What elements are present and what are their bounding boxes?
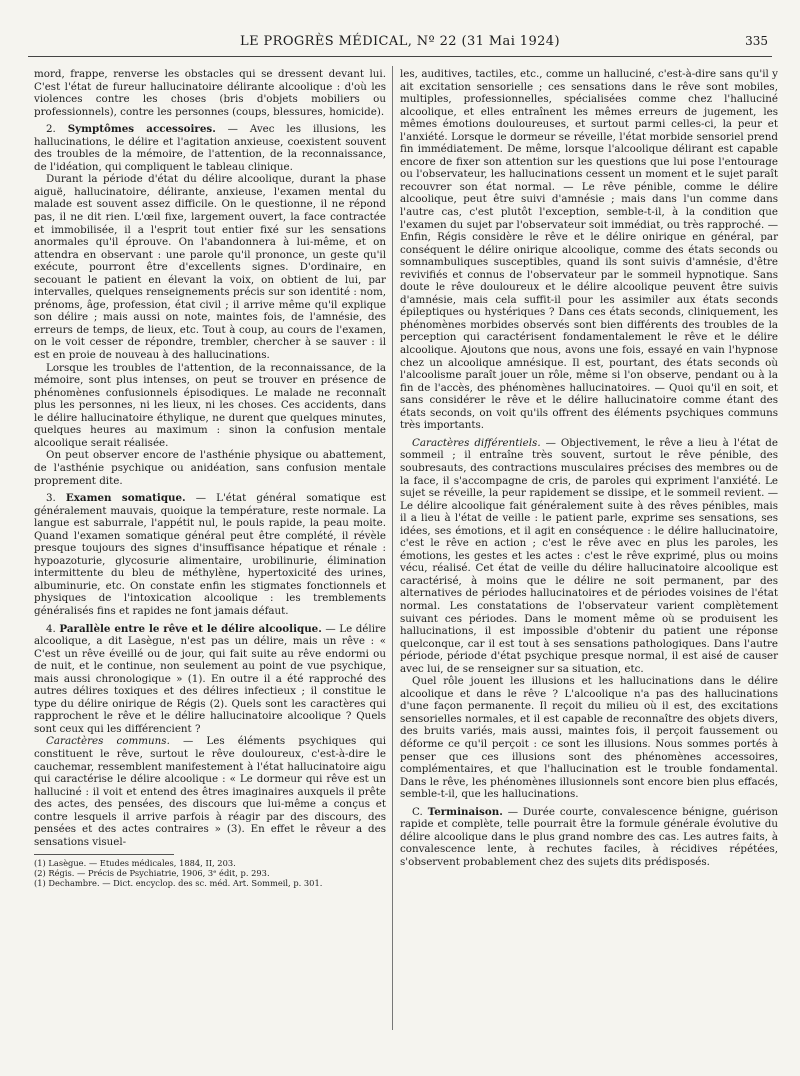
section-terminaison [400,806,778,869]
paragraph: Durant la période d'état du délire alcoolique, durant la phase aiguë, hallucinatoire, délirante, anxieuse, l'examen mental du malade est souvent assez difficile. On le questionne, il ne répond pas, il ne dit rien. L'œil fixe, largement ouvert, la face contractée et immobilisée, il a l'esprit tout entier fixé sur les sensations anormales qu'il éprouve. On l'abandonnera à lui-même, et on attendra en observant : une parole qu'il prononce, un geste qu'il exécute, pourront être d'excellents signes. D'ordinaire, en secouant le patient en élevant la voix, on obtient de lui, par intervalles, quelques renseignements précis sur son identité : nom, prénoms, âge, profession, état civil ; il arrive même qu'il explique son délire ; mais aussi on note, maintes fois, de l'amnésie, des erreurs de temps, de lieux, etc. Tout à coup, au cours de l'examen, on le voit cesser de répondre, trembler, chercher à se sauver : il est en proie de nouveau à des hallucinations. [34,173,386,362]
left-column [34,68,386,888]
subsection-caracteres-communs [34,735,386,848]
subsection-heading: Caractères différentiels. [412,436,541,449]
subsection-heading: Caractères communs. [46,735,170,748]
section-text: — Durée courte, convalescence bénigne, guérison rapide et complète, telle pourrait être la formule générale évolutive du délire alcoolique dans le plus grand nombre des cas. Les autres faits, à convalescence lente, à rechutes faciles, à récidives répétées, s'observent probablement chez des sujets dits prédisposés. [400,805,778,868]
section-symptomes-accessoires [34,123,386,173]
page-header [28,34,772,54]
section-number: C. [412,805,423,818]
footnote: (1) Dechambre. — Dict. encyclop. des sc. méd. Art. Sommeil, p. 301. [34,878,323,889]
paragraph: mord, frappe, renverse les obstacles qui se dressent devant lui. C'est l'état de fureur hallucinatoire délirante alcoolique : d'où les violences contre les choses (bris d'objets mobiliers ou professionnels), contre les personnes (coups, blessures, homicide). [34,68,386,118]
subsection-caracteres-differentiels [400,437,778,675]
footnote-rule [34,854,174,855]
paragraph: les, auditives, tactiles, etc., comme un halluciné, c'est-à-dire sans qu'il y ait excitation sensorielle ; ces sensations dans le rêve sont mobiles, multiples, professionnelles, spécialisées comme chez l'halluciné alcoolique, et elles entraînent les mêmes erreurs de jugement, les mêmes émotions douloureuses, et surtout parmi celles-ci, la peur et l'anxiété. Lorsque le dormeur se réveille, l'état morbide sensoriel prend fin immédiatement. De même, lorsque l'alcoolique délirant est capable encore de fixer son attention sur les questions que lui pose l'entourage ou l'observateur, les hallucinations cessent un moment et le sujet paraît recouvrer son état normal. — Le rêve pénible, comme le délire alcoolique, peut être suivi d'amnésie ; mais dans l'un comme dans l'autre cas, c'est plutôt l'exception, semble-t-il, à la condition que l'examen du sujet par l'observateur soit immédiat, ou très rapproché. — Enfin, Régis considère le rêve et le délire onirique en général, par conséquent le délire onirique alcoolique, comme des états seconds ou somnambuliques susceptibles, quand ils sont suivis d'amnésie, d'être revivifiés et connus de l'observateur par le sommeil hypnotique. Sans doute le rêve douloureux et le délire alcoolique peuvent être suivis d'amnésie, mais cela suffit-il pour les assimiler aux états seconds épileptiques ou hystériques ? Dans ces états seconds, cliniquement, les phénomènes morbides observés sont bien différents des troubles de la perception qui caractérisent fondamentalement le rêve et le délire alcoolique. Ajoutons que nous, avons une fois, essayé en vain l'hypnose chez un alcoolique amnésique. Il est, pourtant, des états seconds où l'alcoolisme paraît jouer un rôle, même si l'on observe, pendant ou à la fin de l'accès, des phénomènes hallucinatoires. — Quoi qu'il en soit, et sans considérer le rêve et le délire hallucinatoire comme étant des états seconds, on voit qu'ils offrent des éléments psychiques communs très importants. [400,68,778,432]
footnote: (1) Lasègue. — Etudes médicales, 1884, II, 203. [34,858,236,869]
section-heading: Parallèle entre le rêve et le délire alcoolique. [59,622,322,635]
paragraph: On peut observer encore de l'asthénie physique ou abattement, de l'asthénie psychique ou anidéation, sans confusion mentale proprement dite. [34,449,386,487]
footnote: (2) Régis. — Précis de Psychiatrie, 1906, 3ᵉ édit, p. 293. [34,868,270,879]
section-number: 4. [46,622,56,635]
section-heading: Terminaison. [427,805,503,818]
section-heading: Examen somatique. [65,492,186,505]
right-column [400,68,778,868]
running-title: LE PROGRÈS MÉDICAL, Nº 22 (31 Mai 1924) [240,34,560,49]
subsection-text: — Objectivement, le rêve a lieu à l'état de sommeil ; il entraîne très souvent, surtout le rêve pénible, des soubresauts, des contractions musculaires précises des membres ou de la face, il s'accompagne de cris, de paroles qui expriment l'anxiété. Le sujet se réveille, la peur rapidement se dissipe, et le sommeil revient. — Le délire alcoolique fait généralement suite à des rêves pénibles, mais il a lieu à l'état de veille : le patient parle, exprime ses sensations, ses idées, ses émotions, et il agit en conséquence : le délire hallucinatoire, c'est le rêve en action ; c'est le rêve avec en plus les paroles, les émotions, les gestes et les actes : c'est le rêve exprimé, plus ou moins vécu, réalisé. Cet état de veille du délire hallucinatoire alcoolique est caractérisé, à moins que le délire ne soit permanent, par des alternatives de périodes hallucinatoires et de périodes voisines de l'état normal. Les constatations de l'observateur varient complètement suivant ces périodes. Dans le moment même où se produisent les hallucinations, il est impossible d'obtenir du patient une réponse quelconque, car il est tout à ses sensations pathologiques. Dans l'autre période, période d'état psychique presque normal, il est aisé de causer avec lui, de se renseigner sur sa situation, etc. [400,436,778,675]
section-examen-somatique [34,492,386,617]
page-number: 335 [745,34,768,48]
section-number: 2. [46,123,56,136]
paragraph: Lorsque les troubles de l'attention, de la reconnaissance, de la mémoire, sont plus intenses, on peut se trouver en présence de phénomènes confusionnels épisodiques. Le malade ne reconnaît plus les personnes, ni les lieux, ni les choses. Ces accidents, dans le délire hallucinatoire éthylique, ne durent que quelques minutes, quelques heures au maximum : sinon la confusion mentale alcoolique serait réalisée. [34,361,386,449]
subsection-text: — Les éléments psychiques qui constituent le rêve, surtout le rêve douloureux, c'est-à-dire le cauchemar, ressemblent manifestement à l'état hallucinatoire aigu qui caractérise le délire alcoolique : « Le dormeur qui rêve est un halluciné : il voit et entend des êtres imaginaires auxquels il prête des actes, des pensées, des discours que lui-même a conçus et contre lesquels il arrive parfois à réagir par des discours, des pensées et des actes contraires » (3). En effet le rêveur a des sensations visuel- [34,735,386,848]
column-divider [392,66,393,1030]
section-text: — Avec les illusions, les hallucinations, le délire et l'agitation anxieuse, coexistent souvent des troubles de la mémoire, de l'attention, de la reconnaissance, de l'idéation, qui compliquent le tableau clinique. [34,123,386,173]
header-rule [28,56,772,57]
section-number: 3. [46,492,56,505]
section-parallele [34,623,386,736]
section-text: — L'état général somatique est généralement mauvais, quoique la température, reste normale. La langue est saburrale, l'appétit nul, le pouls rapide, la peau moite. Quand l'examen somatique général peut être complété, il révèle presque toujours des signes d'insuffisance hépatique et rénale : hypoazoturie, glycosurie alimentaire, urobilinurie, élimination intermittente du bleu de méthylène, hypertoxicité des urines, albuminurie, etc. On constate enfin les stigmates fonctionnels et physiques de l'intoxication alcoolique : les tremblements généralisés fins et rapides ne font jamais défaut. [34,492,386,617]
paragraph: Quel rôle jouent les illusions et les hallucinations dans le délire alcoolique et dans le rêve ? L'alcoolique n'a pas des hallucinations d'une façon permanente. Il reçoit du milieu où il est, des excitations sensorielles normales, et il est capable de reconnaître des objets divers, des bruits variés, mais aussi, maintes fois, il perçoit faussement ou déforme ce qu'il perçoit : ce sont les illusions. Nous sommes portés à penser que ces illusions sont des phénomènes accessoires, complémentaires, et que l'hallucination est le trouble fondamental. Dans le rêve, les phénomènes illusionnels sont encore bien plus effacés, semble-t-il, que les hallucinations. [400,675,778,801]
section-text: — Le délire alcoolique, a dit Lasègue, n'est pas un délire, mais un rêve : « C'est un rêve éveillé ou de jour, qui fait suite au rêve endormi ou de nuit, et le continue, non seulement au point de vue psychique, mais aussi chronologique » (1). En outre il a été rapproché des autres délires toxiques et des délires infectieux ; il constitue le type du délire onirique de Régis (2). Quels sont les caractères qui rapprochent le rêve et le délire hallucinatoire alcoolique ? Quels sont ceux qui les différencient ? [34,622,387,735]
section-heading: Symptômes accessoires. [67,123,216,136]
